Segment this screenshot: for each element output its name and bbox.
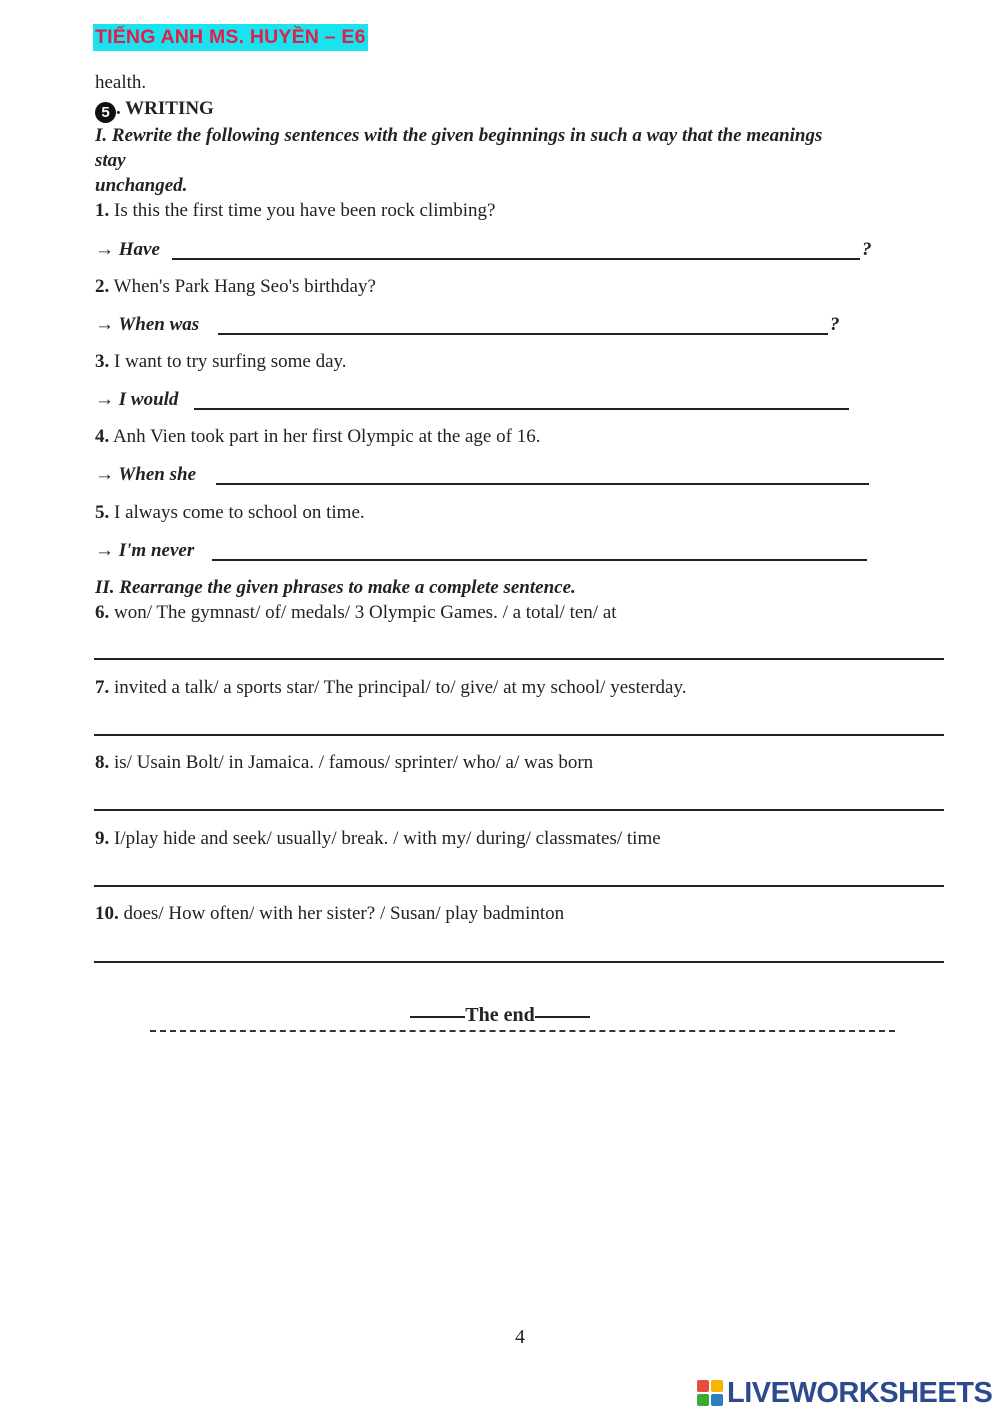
the-end-label bbox=[0, 1002, 1000, 1028]
document-header-tag: TIẾNG ANH MS. HUYỀN – E6 bbox=[93, 24, 368, 51]
intro-fragment: health. bbox=[95, 72, 147, 93]
question-text: does/ How often/ with her sister? / Susan/ play badminton bbox=[118, 903, 565, 924]
answer-prompt-2: → When was bbox=[95, 314, 200, 335]
liveworksheets-watermark bbox=[697, 1378, 992, 1408]
question-10 bbox=[95, 902, 564, 926]
logo-square bbox=[697, 1380, 709, 1392]
question-number: 9. bbox=[95, 828, 110, 849]
question-4 bbox=[95, 425, 540, 449]
answer-blank-4[interactable] bbox=[216, 483, 869, 485]
answer-blank-5[interactable] bbox=[212, 559, 867, 561]
question-text: invited a talk/ a sports star/ The principal/ to/ give/ at my school/ yesterday. bbox=[109, 677, 687, 698]
question-number: 4. bbox=[95, 426, 110, 447]
answer-line-8[interactable] bbox=[94, 809, 944, 811]
end-underline-right bbox=[535, 1016, 590, 1018]
question-number: 7. bbox=[95, 677, 110, 698]
answer-blank-2[interactable] bbox=[218, 333, 828, 335]
answer-end-1: ? bbox=[862, 239, 872, 260]
question-9 bbox=[95, 827, 661, 851]
the-end-text: The end bbox=[465, 1004, 535, 1026]
answer-blank-3[interactable] bbox=[194, 408, 849, 410]
question-text: is/ Usain Bolt/ in Jamaica. / famous/ sprinter/ who/ a/ was born bbox=[109, 752, 594, 773]
answer-prompt-1: → Have bbox=[95, 239, 160, 260]
answer-line-10[interactable] bbox=[94, 961, 944, 963]
watermark-text: LIVEWORKSHEETS bbox=[727, 1377, 993, 1409]
liveworksheets-logo-icon bbox=[697, 1380, 723, 1406]
question-number: 5. bbox=[95, 502, 110, 523]
question-text: Anh Vien took part in her first Olympic at the age of 16. bbox=[109, 426, 541, 447]
section-title: . WRITING bbox=[116, 98, 214, 119]
question-number: 8. bbox=[95, 752, 110, 773]
question-text: Is this the first time you have been rock climbing? bbox=[109, 200, 496, 221]
question-number: 3. bbox=[95, 351, 110, 372]
question-6 bbox=[95, 601, 617, 625]
answer-prompt-3: → I would bbox=[95, 389, 179, 410]
question-7 bbox=[95, 676, 687, 700]
part1-instruction-line2: stay bbox=[95, 150, 126, 171]
answer-prompt-5: → I'm never bbox=[95, 540, 195, 561]
end-underline-left bbox=[410, 1016, 465, 1018]
answer-line-7[interactable] bbox=[94, 734, 944, 736]
question-1 bbox=[95, 199, 495, 223]
dashed-divider bbox=[150, 1030, 895, 1032]
question-text: I always come to school on time. bbox=[109, 502, 365, 523]
page-number: 4 bbox=[515, 1326, 525, 1348]
question-text: When's Park Hang Seo's birthday? bbox=[109, 276, 376, 297]
question-number: 1. bbox=[95, 200, 110, 221]
answer-end-2: ? bbox=[830, 314, 840, 335]
question-text: I/play hide and seek/ usually/ break. / with my/ during/ classmates/ time bbox=[109, 828, 661, 849]
question-number: 6. bbox=[95, 602, 110, 623]
logo-square bbox=[711, 1394, 723, 1406]
logo-square bbox=[697, 1394, 709, 1406]
question-text: I want to try surfing some day. bbox=[109, 351, 347, 372]
question-number: 2. bbox=[95, 276, 110, 297]
question-5 bbox=[95, 501, 365, 525]
part1-instruction-line1: I. Rewrite the following sentences with the given beginnings in such a way that the meanings bbox=[95, 125, 823, 146]
question-2 bbox=[95, 275, 376, 299]
question-3 bbox=[95, 350, 347, 374]
part1-instruction-line3: unchanged. bbox=[95, 175, 188, 196]
part2-instruction: II. Rearrange the given phrases to make a complete sentence. bbox=[95, 577, 576, 598]
answer-prompt-4: → When she bbox=[95, 464, 197, 485]
question-number: 10. bbox=[95, 903, 119, 924]
question-text: won/ The gymnast/ of/ medals/ 3 Olympic Games. / a total/ ten/ at bbox=[109, 602, 617, 623]
section-number-badge: 5 bbox=[95, 102, 116, 123]
answer-line-6[interactable] bbox=[94, 658, 944, 660]
logo-square bbox=[711, 1380, 723, 1392]
question-8 bbox=[95, 751, 593, 775]
answer-blank-1[interactable] bbox=[172, 258, 860, 260]
answer-line-9[interactable] bbox=[94, 885, 944, 887]
section-heading bbox=[95, 97, 214, 123]
